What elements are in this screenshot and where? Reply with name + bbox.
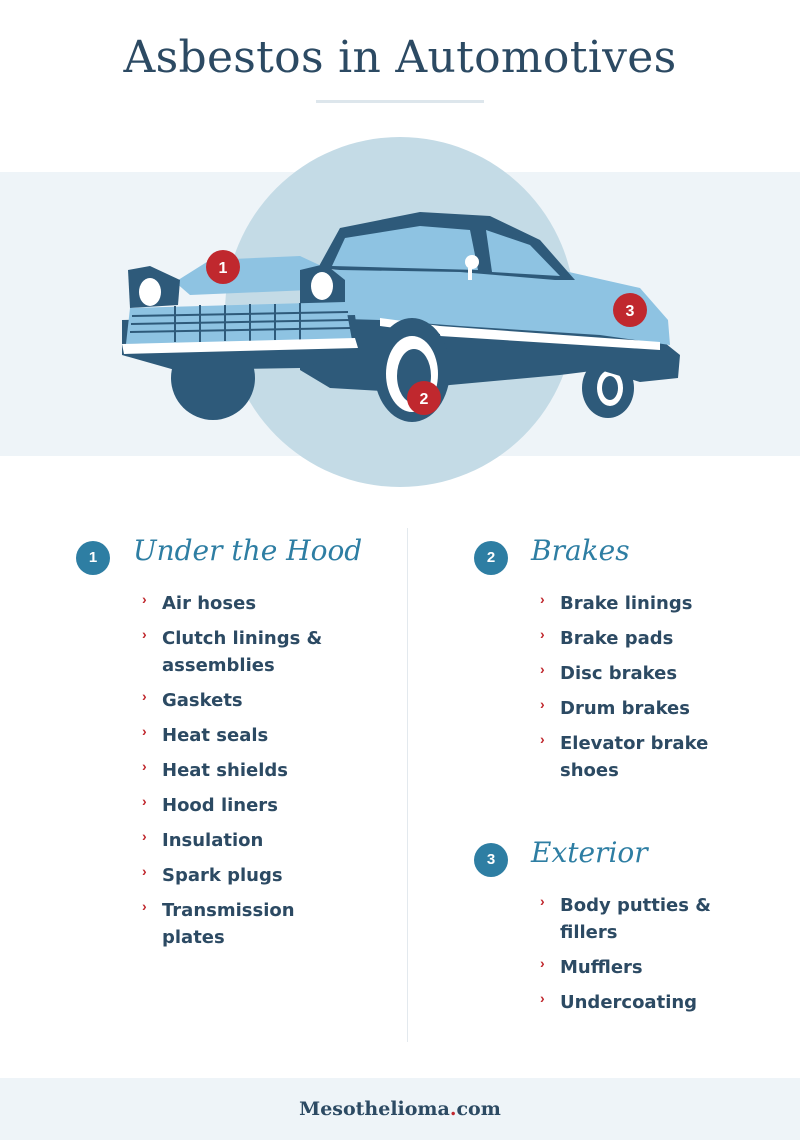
list-item: › Undercoating	[540, 990, 698, 1013]
chevron-right-icon: ›	[142, 688, 147, 704]
list-item: › Mufflers	[540, 955, 643, 978]
item-list	[540, 893, 720, 1031]
footer-brand-link[interactable]: Mesothelioma.com	[299, 1098, 501, 1120]
chevron-right-icon: ›	[540, 893, 545, 909]
footer	[0, 1078, 800, 1140]
list-item: › Transmission plates	[142, 898, 295, 948]
chevron-right-icon: ›	[540, 696, 545, 712]
list-item: › Drum brakes	[540, 696, 690, 719]
chevron-right-icon: ›	[540, 661, 545, 677]
chevron-right-icon: ›	[142, 626, 147, 642]
list-item: › Body putties & fillers	[540, 893, 711, 943]
right-headlight	[311, 272, 333, 300]
chevron-right-icon: ›	[142, 828, 147, 844]
list-item: › Heat shields	[142, 758, 288, 781]
list-item: › Spark plugs	[142, 863, 283, 886]
chevron-right-icon: ›	[540, 731, 545, 747]
section-number-badge: 2	[474, 541, 508, 575]
item-list	[540, 591, 720, 799]
section-heading: Under the Hood	[133, 534, 363, 567]
page-title: Asbestos in Automotives	[123, 32, 677, 83]
marker-2	[407, 381, 441, 415]
svg-text:2: 2	[419, 391, 429, 408]
title-divider	[316, 100, 484, 103]
chevron-right-icon: ›	[142, 898, 147, 914]
marker-3	[613, 293, 647, 327]
list-item: › Elevator brake shoes	[540, 731, 709, 781]
chevron-right-icon: ›	[540, 955, 545, 971]
left-headlight	[139, 278, 161, 306]
section-number-badge: 1	[76, 541, 110, 575]
chevron-right-icon: ›	[142, 793, 147, 809]
list-item: › Brake linings	[540, 591, 693, 614]
list-item: › Brake pads	[540, 626, 674, 649]
list-item: › Air hoses	[142, 591, 257, 614]
marker-1	[206, 250, 240, 284]
list-item: › Insulation	[142, 828, 264, 851]
section-heading: Brakes	[531, 534, 630, 567]
list-item: › Gaskets	[142, 688, 243, 711]
column-divider	[407, 528, 408, 1042]
car-illustration	[0, 130, 800, 500]
list-item: › Heat seals	[142, 723, 269, 746]
chevron-right-icon: ›	[142, 723, 147, 739]
list-item: › Clutch linings & assemblies	[142, 626, 323, 676]
section-heading: Exterior	[531, 836, 648, 869]
chevron-right-icon: ›	[540, 591, 545, 607]
section-number-badge: 3	[474, 843, 508, 877]
list-item: › Hood liners	[142, 793, 278, 816]
svg-text:1: 1	[218, 260, 228, 277]
svg-text:3: 3	[625, 303, 635, 320]
chevron-right-icon: ›	[142, 758, 147, 774]
item-list	[142, 591, 332, 966]
chevron-right-icon: ›	[540, 990, 545, 1006]
list-item: › Disc brakes	[540, 661, 678, 684]
chevron-right-icon: ›	[142, 591, 147, 607]
chevron-right-icon: ›	[142, 863, 147, 879]
chevron-right-icon: ›	[540, 626, 545, 642]
